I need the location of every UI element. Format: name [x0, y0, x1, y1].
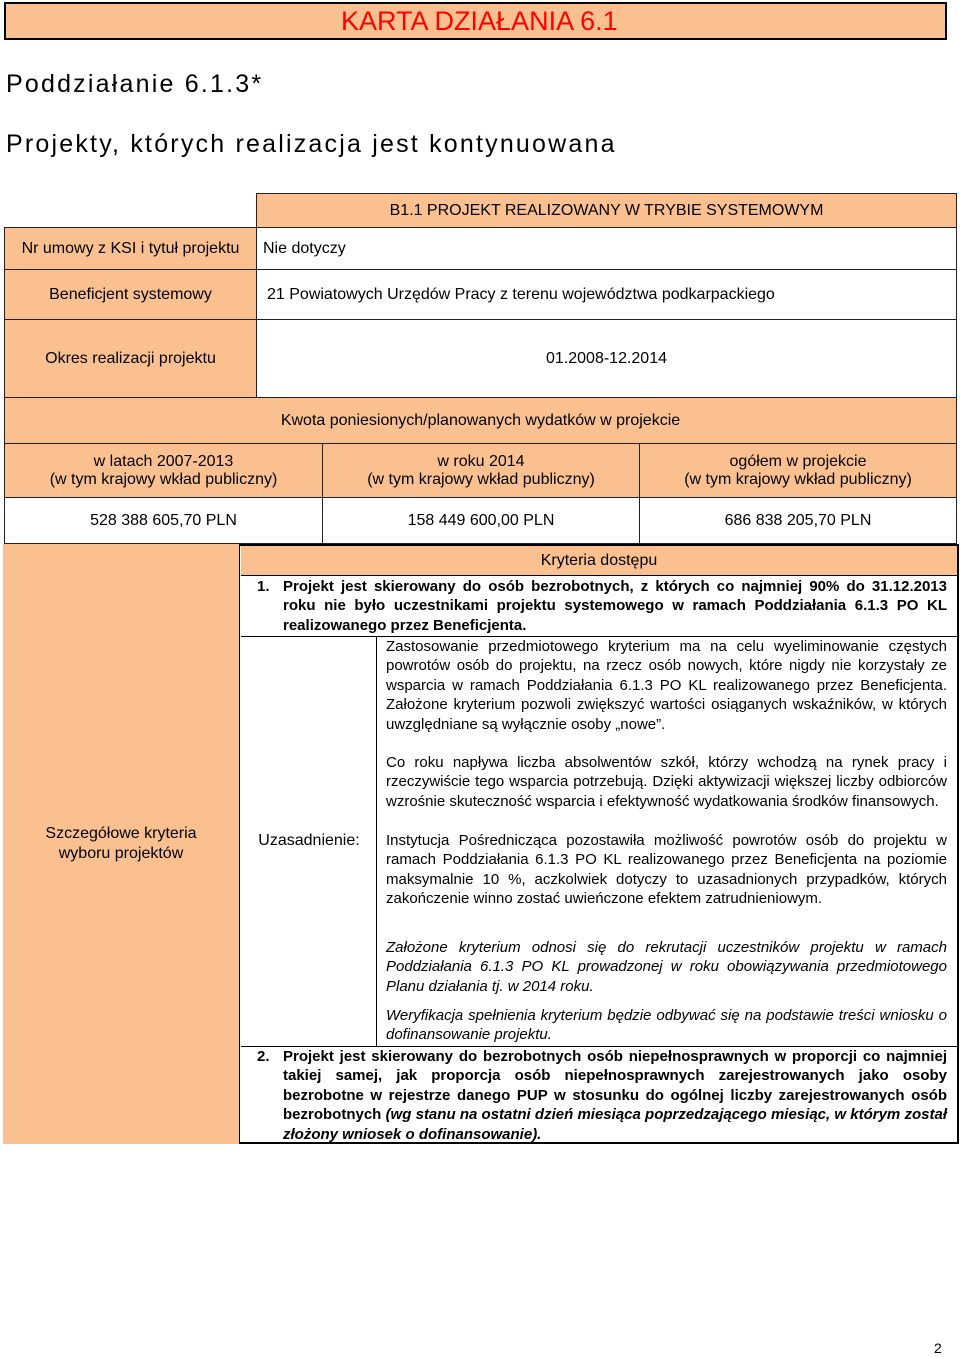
justification-paragraph-4: Założone kryterium odnosi się do rekrutacji uczestników projektu w ramach Poddziałania 6.1.3 PO KL prowadzonej w roku obowiązywania przedmiotowego Planu działania tj. w 2014 roku.: [386, 939, 947, 995]
project-info-table: [4, 193, 957, 398]
expenses-col-2007-2013: w latach 2007-2013 (w tym krajowy wkład publiczny): [5, 444, 323, 498]
section-title-box: [4, 2, 947, 40]
period-label: Okres realizacji projektu: [5, 320, 257, 398]
expenses-table: [4, 397, 957, 544]
expenses-col-2014: w roku 2014 (w tym krajowy wkład publiczny): [323, 444, 640, 498]
expenses-col-total: ogółem w projekcie (w tym krajowy wkład publiczny): [640, 444, 957, 498]
access-criteria-heading: Kryteria dostępu: [241, 546, 957, 575]
beneficiary-label: Beneficjent systemowy: [5, 270, 257, 320]
period-value: 01.2008-12.2014: [257, 320, 957, 398]
criteria-left-label: Szczegółowe kryteria wyboru projektów: [3, 544, 240, 1144]
beneficiary-value: 21 Powiatowych Urzędów Pracy z terenu województwa podkarpackiego: [257, 270, 957, 320]
criterion-2-text: Projekt jest skierowany do bezrobotnych osób niepełnosprawnych w proporcji co najmniej takiej samej, jak proporcja osób niepełnosprawnych zarejestrowanych jako osoby bezrobotne w rejestrze danego PUP w stosunku do ogólnej liczby zarejestrowanych osób bezrobotnych (wg stanu na ostatni dzień miesiąca poprzedzającego miesiąc, w którym został złożony wniosek o dofinansowanie).: [283, 1048, 947, 1143]
justification-label: Uzasadnienie:: [258, 832, 360, 849]
projects-heading: Projekty, których realizacja jest kontynuowana: [6, 130, 617, 158]
justification-paragraph-1: Zastosowanie przedmiotowego kryterium ma na celu wyeliminowanie częstych powrotów osób do projektu, na rzecz osób nowych, które nigdy nie korzystały ze wsparcia w ramach Poddziałania 6.1.3 PO KL realizowanego przez Beneficjenta. Założone kryterium pozwoli zwiększyć wartości osiąganych wskaźników, w których uwzględniane są wyłącznie osoby „nowe”.: [386, 638, 947, 733]
divider: [241, 575, 957, 576]
criterion-1-text: Projekt jest skierowany do osób bezrobotnych, z których co najmniej 90% do 31.12.2013 roku nie było uczestnikami projektu systemowego w ramach Poddziałania 6.1.3 PO KL realizowanego przez Beneficjenta.: [283, 578, 947, 634]
expenses-value-2014: 158 449 600,00 PLN: [323, 498, 640, 544]
criterion-2-number: 2.: [257, 1048, 270, 1065]
page-number: 2: [934, 1340, 942, 1356]
divider: [376, 636, 377, 1046]
expenses-value-total: 686 838 205,70 PLN: [640, 498, 957, 544]
contract-value: Nie dotyczy: [257, 228, 957, 270]
expenses-heading: Kwota poniesionych/planowanych wydatków w projekcie: [5, 398, 957, 444]
b1-heading: B1.1 PROJEKT REALIZOWANY W TRYBIE SYSTEMOWYM: [257, 194, 957, 228]
subaction-title: Poddziałanie 6.1.3*: [6, 70, 264, 98]
justification-paragraph-3: Instytucja Pośrednicząca pozostawiła możliwość powrotów osób do projektu w ramach Poddziałania 6.1.3 PO KL realizowanego przez Beneficjenta na poziomie maksymalnie 10 %, aczkolwiek dotyczy to uzasadnionych przypadków, których zakończenie winno zostać uwieńczone efektem zatrudnieniowym.: [386, 832, 947, 908]
justification-paragraph-5: Weryfikacja spełnienia kryterium będzie odbywać się na podstawie treści wniosku o dofinansowanie projektu.: [386, 1007, 947, 1044]
section-title: KARTA DZIAŁANIA 6.1: [341, 5, 618, 36]
expenses-value-2007-2013: 528 388 605,70 PLN: [5, 498, 323, 544]
contract-label: Nr umowy z KSI i tytuł projektu: [5, 228, 257, 270]
criterion-1-number: 1.: [257, 578, 270, 595]
justification-paragraph-2: Co roku napływa liczba absolwentów szkół, którzy wchodzą na rynek pracy i rzeczywiście tego wsparcia potrzebują. Dzięki aktywizacji większej liczby odbiorców wzrośnie skuteczność wsparcia i efektywność wydatkowania środków finansowych.: [386, 754, 947, 810]
